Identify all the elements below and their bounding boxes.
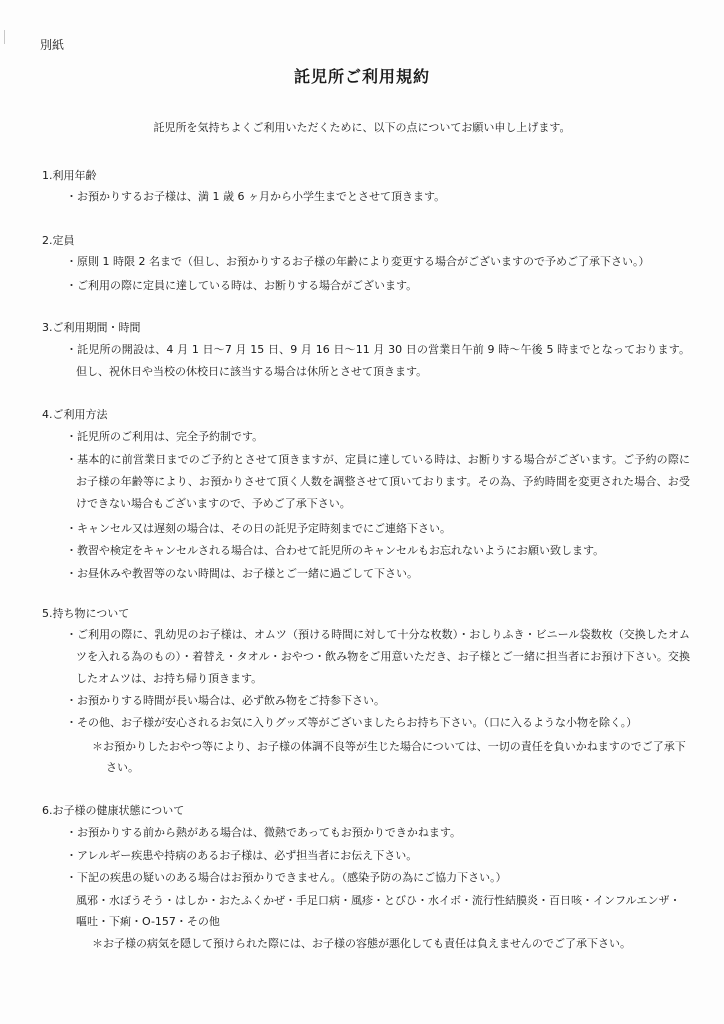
- scan-mark: [4, 30, 11, 44]
- list-item: ・ご利用の際に定員に達している時は、お断りする場合がございます。: [66, 279, 418, 292]
- section-heading-belongings: 5.持ち物について: [42, 607, 130, 620]
- list-item: ・お預かりする前から熱がある場合は、微熱であってもお預かりできかねます。: [66, 826, 462, 839]
- attachment-label: 別紙: [40, 38, 65, 52]
- section-heading-period: 3.ご利用期間・時間: [42, 321, 141, 334]
- list-item: ・原則 1 時限 2 名まで（但し、お預かりするお子様の年齢により変更する場合がございますので予めご了承下さい。）: [66, 255, 650, 268]
- note-text: ＊お子様の病気を隠して預けられた際には、お子様の容態が悪化しても責任は負えませんのでご了承下さい。: [92, 937, 631, 950]
- list-item: ・お昼休みや教習等のない時間は、お子様とご一緒に過ごして下さい。: [66, 567, 418, 580]
- intro-text: 託児所を気持ちよくご利用いただくために、以下の点についてお願い申し上げます。: [153, 121, 571, 134]
- list-item: ・教習や検定をキャンセルされる場合は、合わせて託児所のキャンセルもお忘れないようにお願い致します。: [66, 544, 605, 557]
- list-item: ・その他、お子様が安心されるお気に入りグッズ等がございましたらお持ち下さい。（口に入るような小物を除く。）: [66, 716, 638, 729]
- disease-list-line-1: 風邪・水ぼうそう・はしか・おたふくかぜ・手足口病・風疹・とびひ・水イボ・流行性結膜炎・百日咳・インフルエンザ・: [76, 894, 681, 907]
- list-item: ・託児所の開設は、4 月 1 日～7 月 15 日、9 月 16 日～11 月 30 日の営業日午前 9 時～午後 5 時までとなっております。但し、祝休日や当校の休校日に該当する場合は休所とさせて頂きます。: [66, 343, 690, 378]
- list-item: ・キャンセル又は遅刻の場合は、その日の託児予定時刻までにご連絡下さい。: [66, 522, 451, 535]
- section-heading-health: 6.お子様の健康状態について: [42, 804, 185, 817]
- section-heading-capacity: 2.定員: [42, 234, 75, 247]
- list-item: ・アレルギー疾患や持病のあるお子様は、必ず担当者にお伝え下さい。: [66, 849, 418, 862]
- list-item: ・ご利用の際に、乳幼児のお子様は、オムツ（預ける時間に対して十分な枚数）・おしりふき・ビニール袋数枚（交換したオムツを入れる為のもの）・着替え・タオル・おやつ・飲み物をご用意いただき、お子様とご一緒に担当者にお預け下さい。交換したオムツは、お持ち帰り頂きます。: [66, 628, 690, 685]
- section-heading-usage: 4.ご利用方法: [42, 408, 108, 421]
- list-item: ・基本的に前営業日までのご予約とさせて頂きますが、定員に達している時は、お断りする場合がございます。ご予約の際にお子様の年齢等により、お預かりさせて頂く人数を調整させて頂いております。その為、予約時間を変更された場合、お受けできない場合もございますので、予めご了承下さい。: [66, 453, 690, 510]
- section-heading-age: 1.利用年齢: [42, 169, 97, 182]
- page-title: 託児所ご利用規約: [293, 67, 430, 86]
- note-text: ＊お預かりしたおやつ等により、お子様の体調不良等が生じた場合については、一切の責任を負いかねますのでご了承下さい。: [92, 740, 686, 774]
- disease-list-line-2: 嘔吐・下痢・O-157・その他: [76, 915, 220, 928]
- list-item: ・下記の疾患の疑いのある場合はお預かりできません。（感染予防の為にご協力下さい。）: [66, 871, 507, 884]
- list-item: ・お預かりする時間が長い場合は、必ず飲み物をご持参下さい。: [66, 694, 385, 707]
- list-item: ・託児所のご利用は、完全予約制です。: [66, 430, 264, 443]
- list-item: ・お預かりするお子様は、満 1 歳 6 ヶ月から小学生までとさせて頂きます。: [66, 190, 446, 203]
